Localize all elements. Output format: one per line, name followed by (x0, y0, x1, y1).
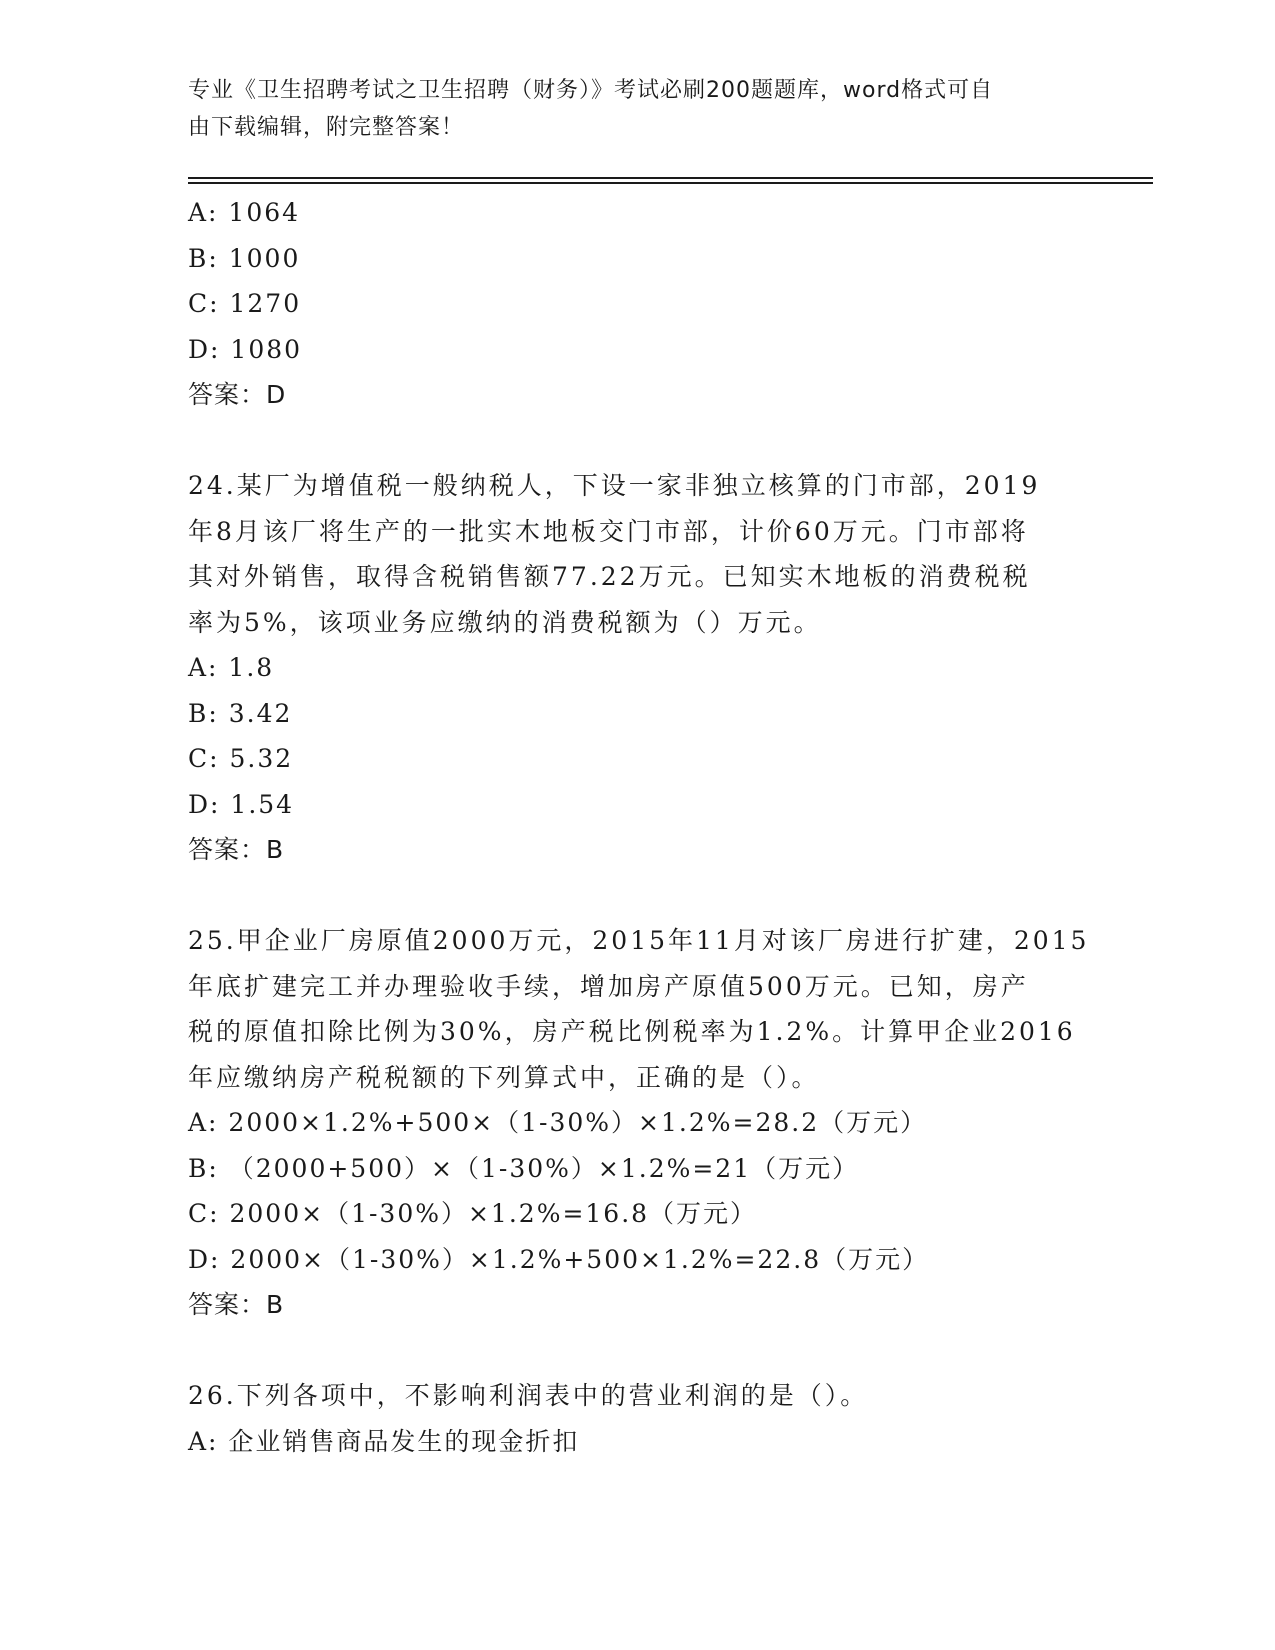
option-d: D: 1.54 (188, 789, 295, 819)
question-26-options (188, 1419, 1088, 1465)
document-header (188, 72, 1088, 146)
question-24 (188, 463, 1088, 645)
option-a: A: 企业销售商品发生的现金折扣 (188, 1426, 580, 1456)
header-line-2: 由下载编辑，附完整答案！ (188, 115, 465, 140)
question-25 (188, 918, 1088, 1100)
option-b: B: 3.42 (188, 698, 293, 728)
option-c: C: 1270 (188, 289, 302, 318)
question-text-line: 年8月该厂将生产的一批实木地板交门市部，计价60万元。门市部将 (188, 516, 1029, 546)
question-text-line: 年底扩建完工并办理验收手续，增加房产原值500万元。已知，房产 (188, 971, 1029, 1001)
question-24-options (188, 645, 1088, 873)
question-text-line: 24.某厂为增值税一般纳税人，下设一家非独立核算的门市部，2019 (188, 471, 1041, 500)
question-text-line: 年应缴纳房产税税额的下列算式中，正确的是（）。 (188, 1062, 820, 1092)
question-text-line: 26.下列各项中，不影响利润表中的营业利润的是（）。 (188, 1381, 869, 1410)
question-text-line: 其对外销售，取得含税销售额77.22万元。已知实木地板的消费税税 (188, 562, 1031, 591)
option-a: A: 2000×1.2%+500×（1-30%）×1.2%=28.2（万元） (188, 1108, 928, 1137)
question-text-line: 25.甲企业厂房原值2000万元，2015年11月对该厂房进行扩建，2015 (188, 926, 1090, 955)
header-line-1: 专业《卫生招聘考试之卫生招聘（财务）》考试必刷200题题库，word格式可自 (188, 78, 994, 103)
answer-line: 答案：B (188, 1290, 285, 1319)
answer-line: 答案：B (188, 835, 285, 864)
document-body (188, 190, 1088, 1464)
header-rule-thick (188, 177, 1153, 179)
header-rule-thin (188, 182, 1153, 184)
option-c: C: 5.32 (188, 744, 294, 773)
question-25-options (188, 1100, 1088, 1328)
option-b: B: （2000+500）×（1-30%）×1.2%=21（万元） (188, 1153, 860, 1183)
question-text-line: 税的原值扣除比例为30%，房产税比例税率为1.2%。计算甲企业2016 (188, 1017, 1076, 1046)
option-d: D: 2000×（1-30%）×1.2%+500×1.2%=22.8（万元） (188, 1244, 930, 1274)
answer-line: 答案：D (188, 380, 287, 409)
option-d: D: 1080 (188, 334, 303, 364)
option-a: A: 1.8 (188, 653, 275, 682)
option-a: A: 1064 (188, 198, 301, 227)
question-text-line: 率为5%，该项业务应缴纳的消费税额为（）万元。 (188, 607, 822, 637)
option-c: C: 2000×（1-30%）×1.2%=16.8（万元） (188, 1199, 758, 1228)
question-26 (188, 1373, 1088, 1419)
option-b: B: 1000 (188, 243, 301, 273)
prev-question-options (188, 190, 1088, 418)
